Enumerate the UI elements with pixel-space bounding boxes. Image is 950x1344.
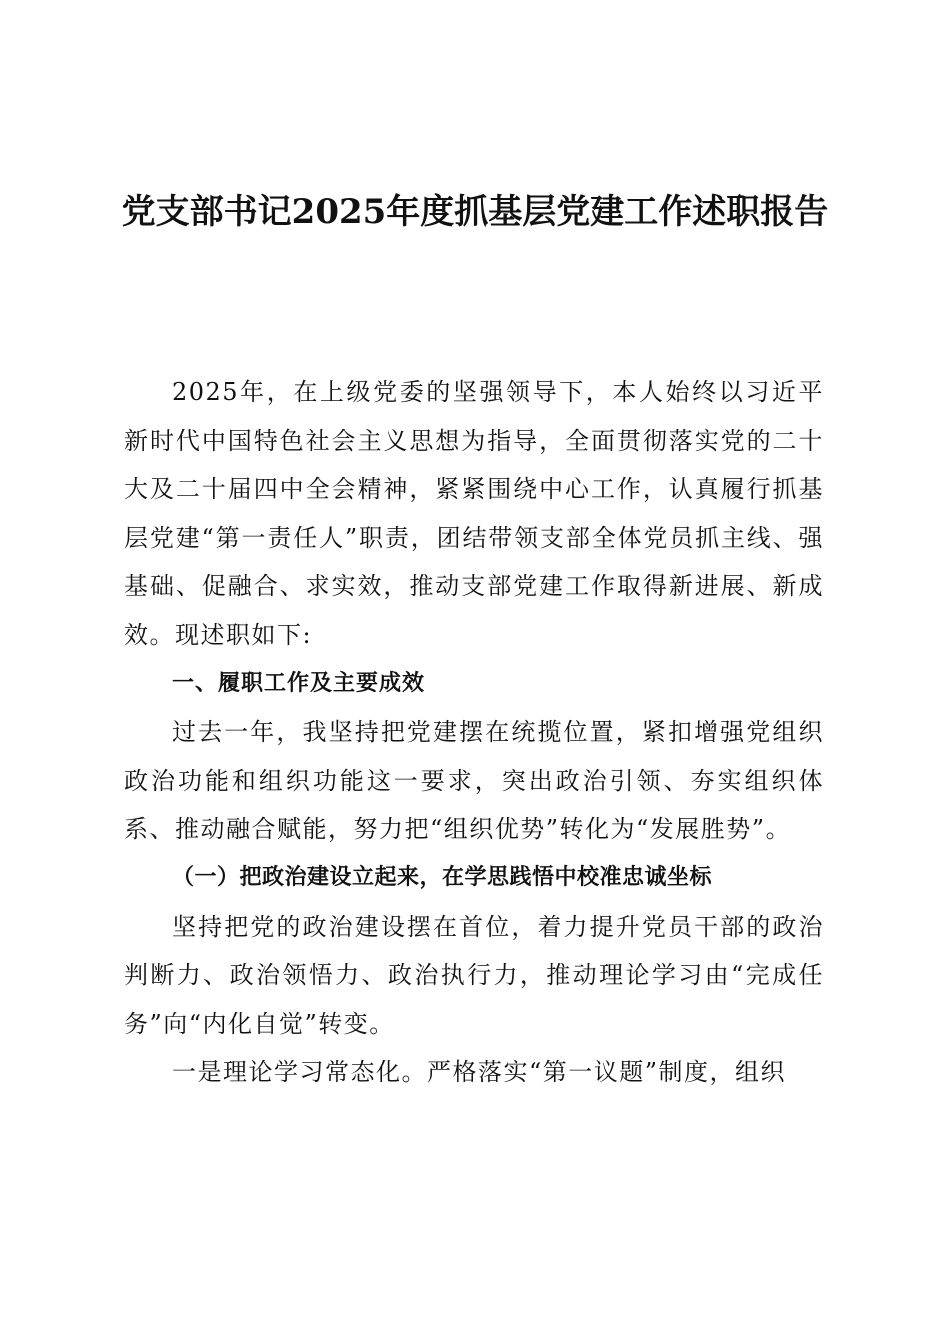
- document-body: [124, 368, 824, 1097]
- subsection-heading-1: （一）把政治建设立起来，在学思践悟中校准忠诚坐标: [172, 864, 713, 890]
- intro-paragraph: 2025年，在上级党委的坚强领导下，本人始终以习近平新时代中国特色社会主义思想为指导，全面贯彻落实党的二十大及二十届四中全会精神，紧紧围绕中心工作，认真履行抓基层党建“第一责任人”职责，团结带领支部全体党员抓主线、强基础、促融合、求实效，推动支部党建工作取得新进展、新成效。现述职如下:: [124, 378, 824, 649]
- document-title: 党支部书记2025年度抓基层党建工作述职报告: [121, 192, 829, 232]
- subsection-1-paragraph: 坚持把党的政治建设摆在首位，着力提升党员干部的政治判断力、政治领悟力、政治执行力，推动理论学习由“完成任务”向“内化自觉”转变。: [124, 912, 824, 1038]
- item-1-paragraph: 一是理论学习常态化。严格落实“第一议题”制度，组织: [172, 1058, 787, 1087]
- section-1-paragraph: 过去一年，我坚持把党建摆在统揽位置，紧扣增强党组织政治功能和组织功能这一要求，突出政治引领、夯实组织体系、推动融合赋能，努力把“组织优势”转化为“发展胜势”。: [124, 718, 824, 844]
- section-heading-1: 一、履职工作及主要成效: [172, 670, 426, 696]
